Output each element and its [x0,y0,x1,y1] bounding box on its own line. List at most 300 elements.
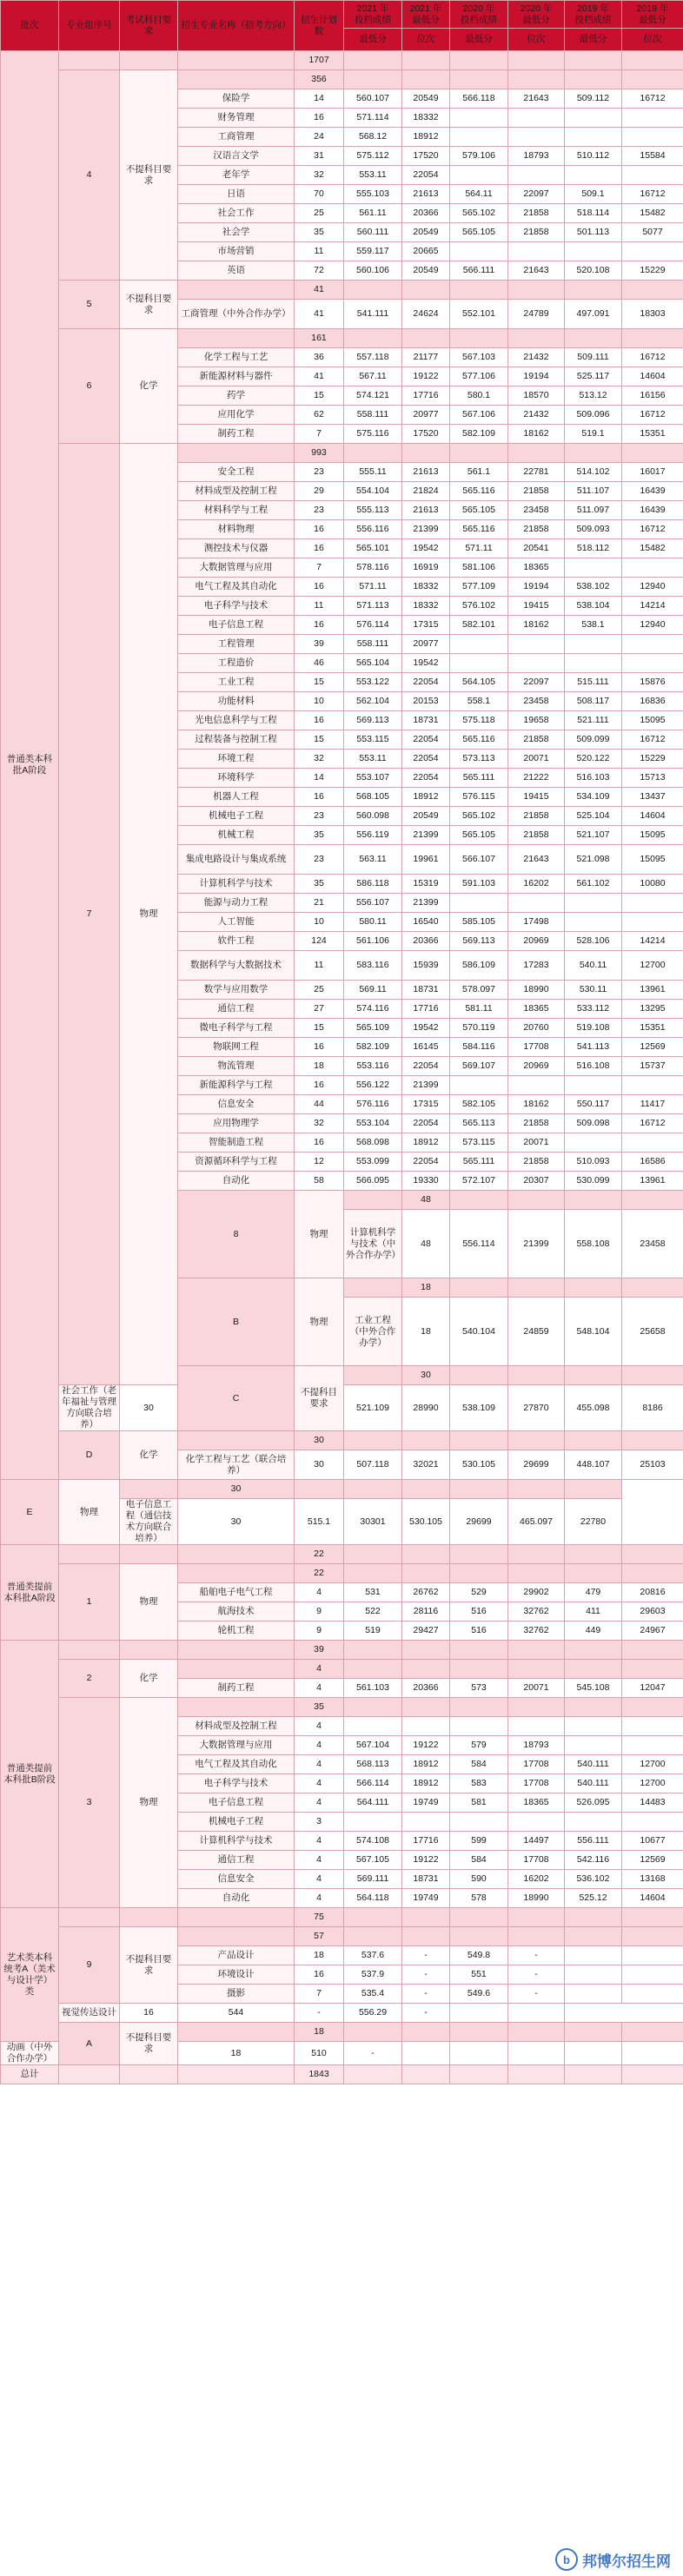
group-cell: 35 [295,1698,344,1717]
major-name-cell: 新能源材料与器件 [178,367,295,386]
value-cell: 32 [295,166,344,185]
value-cell: 17708 [508,1851,565,1870]
table-row [1,1641,683,1660]
group-cell [120,2065,178,2084]
value-cell: 575.112 [344,147,402,166]
group-cell [622,1278,683,1298]
value-cell [622,913,683,932]
value-cell: 567.11 [344,367,402,386]
value-cell: 540.111 [565,1755,622,1774]
value-cell: 124 [295,932,344,951]
value-cell: 538.102 [565,578,622,597]
header-metric: 投档成绩 [461,14,497,25]
major-name-cell: 光电信息科学与工程 [178,711,295,730]
table-row [1,2065,683,2084]
value-cell: 552.101 [450,300,508,329]
group-cell: 30 [402,1366,450,1385]
value-cell: 48 [402,1210,450,1278]
value-cell: 19415 [508,788,565,807]
value-cell: 15229 [622,750,683,769]
value-cell: 17520 [402,425,450,444]
value-cell: 568.12 [344,128,402,147]
value-cell: 566.111 [450,261,508,281]
table-row [1,281,683,300]
major-name-cell: 社会学 [178,223,295,242]
group-cell [565,281,622,300]
major-name-cell: 应用化学 [178,406,295,425]
value-cell: 19122 [402,367,450,386]
value-cell: 20549 [402,261,450,281]
value-cell: 535.4 [344,1985,402,2004]
value-cell: 15 [295,386,344,406]
value-cell: 44 [295,1095,344,1114]
value-cell [565,166,622,185]
value-cell: 32 [295,1114,344,1133]
group-cell [508,1191,565,1210]
major-name-cell: 电气工程及其自动化 [178,578,295,597]
value-cell: 15737 [622,1057,683,1076]
value-cell: 19542 [402,654,450,673]
value-cell: 18162 [508,616,565,635]
value-cell: - [402,2004,450,2023]
major-name-cell: 应用物理学 [178,1114,295,1133]
group-cell [178,2023,295,2042]
group-cell [344,2023,402,2042]
value-cell: 563.11 [344,845,402,875]
value-cell [402,2042,450,2065]
value-cell: 29699 [508,1450,565,1480]
value-cell: 560.111 [344,223,402,242]
value-cell: 16 [295,520,344,539]
group-cell [565,70,622,89]
value-cell: 538.104 [565,597,622,616]
value-cell: 519 [344,1622,402,1641]
value-cell: 497.091 [565,300,622,329]
value-cell: 20071 [508,1679,565,1698]
value-cell: 18793 [508,1736,565,1755]
value-cell: 516.108 [565,1057,622,1076]
group-cell [344,1480,402,1499]
header-row [1,1,683,29]
value-cell: 15713 [622,769,683,788]
value-cell: 24789 [508,300,565,329]
value-cell: 565.102 [450,807,508,826]
value-cell: 584 [450,1851,508,1870]
value-cell: 564.111 [344,1793,402,1813]
value-cell [622,166,683,185]
value-cell: 548.104 [565,1298,622,1366]
value-cell: 534.109 [565,788,622,807]
major-name-cell: 安全工程 [178,463,295,482]
value-cell: 4 [295,1736,344,1755]
header-metric: 最低分 [412,14,440,25]
value-cell: 530.105 [402,1499,450,1545]
value-cell [622,1946,683,1965]
major-name-cell: 物流管理 [178,1057,295,1076]
value-cell: 20816 [622,1583,683,1602]
header-cell [565,1,622,29]
major-name-cell: 船舶电子电气工程 [178,1583,295,1602]
group-cell [178,329,295,348]
value-cell: 553.116 [344,1057,402,1076]
value-cell: 515.1 [295,1499,344,1545]
major-name-cell: 航海技术 [178,1602,295,1622]
value-cell: 16156 [622,386,683,406]
value-cell: 19415 [508,597,565,616]
value-cell [450,894,508,913]
group-cell: 化学 [120,1660,178,1698]
value-cell: 540.111 [565,1774,622,1793]
value-cell [622,109,683,128]
value-cell: 18 [295,1057,344,1076]
group-cell [402,1927,450,1946]
value-cell: 518.112 [565,539,622,558]
major-name-cell: 保险学 [178,89,295,109]
value-cell: 578 [450,1889,508,1908]
value-cell: 15584 [622,147,683,166]
value-cell: 30301 [344,1499,402,1545]
major-name-cell: 智能制造工程 [178,1133,295,1153]
value-cell: 21858 [508,826,565,845]
major-name-cell: 市场营销 [178,242,295,261]
value-cell: 19122 [402,1851,450,1870]
watermark-text: 邦博尔招生网 [582,2553,671,2570]
value-cell: 16202 [508,1870,565,1889]
value-cell: 18912 [402,1755,450,1774]
value-cell: 18990 [508,1889,565,1908]
value-cell: 20665 [402,242,450,261]
watermark [555,2546,671,2573]
subheader-cell: 最低分 [450,29,508,51]
group-cell [565,1480,622,1499]
value-cell: 16712 [622,520,683,539]
value-cell: 574.121 [344,386,402,406]
value-cell: 32762 [508,1602,565,1622]
group-cell [508,1641,565,1660]
value-cell [565,913,622,932]
value-cell: 7 [295,1985,344,2004]
value-cell: 14604 [622,807,683,826]
value-cell: 531 [344,1583,402,1602]
group-cell [59,1545,120,1564]
value-cell: 561.106 [344,932,402,951]
value-cell: 15095 [622,826,683,845]
major-name-cell: 资源循环科学与工程 [178,1153,295,1172]
value-cell: 29699 [450,1499,508,1545]
value-cell: 554.104 [344,482,402,501]
group-cell [178,70,295,89]
value-cell: 4 [295,1870,344,1889]
major-name-cell: 微电子科学与工程 [178,1019,295,1038]
value-cell: 582.109 [450,425,508,444]
group-cell: 物理 [120,1564,178,1641]
value-cell: 18731 [402,1870,450,1889]
value-cell: - [402,1946,450,1965]
value-cell: 23 [295,807,344,826]
value-cell: 24624 [402,300,450,329]
value-cell: 525.104 [565,807,622,826]
value-cell: 411 [565,1602,622,1622]
value-cell: 567.105 [344,1851,402,1870]
value-cell: 558.1 [450,692,508,711]
value-cell: 573 [450,1679,508,1698]
group-cell: A [59,2023,120,2065]
group-cell: 不提科目要求 [120,2023,178,2065]
value-cell: 513.12 [565,386,622,406]
value-cell [508,1717,565,1736]
value-cell: 556.114 [450,1210,508,1278]
value-cell: 569.113 [450,932,508,951]
group-cell [178,1698,295,1717]
value-cell: 15939 [402,951,450,981]
value-cell: - [402,1985,450,2004]
value-cell: 455.098 [565,1385,622,1431]
value-cell: 18912 [402,1133,450,1153]
value-cell: 581.11 [450,1000,508,1019]
value-cell: 20549 [402,89,450,109]
group-cell [344,1431,402,1450]
value-cell: 30 [178,1499,295,1545]
group-cell [178,1431,295,1450]
value-cell: 565.116 [450,520,508,539]
value-cell: 526.095 [565,1793,622,1813]
major-name-cell: 材料成型及控制工程 [178,1717,295,1736]
table-row [1,1480,683,1499]
group-cell [622,2023,683,2042]
value-cell: 538.1 [565,616,622,635]
group-cell [508,70,565,89]
value-cell: 70 [295,185,344,204]
value-cell: 20977 [402,635,450,654]
value-cell: 4 [295,1755,344,1774]
value-cell: 568.113 [344,1755,402,1774]
value-cell: 570.119 [450,1019,508,1038]
group-cell: 75 [295,1908,344,1927]
group-cell [565,2023,622,2042]
value-cell: 591.103 [450,875,508,894]
group-cell [450,1641,508,1660]
major-name-cell: 机械工程 [178,826,295,845]
value-cell: 12569 [622,1038,683,1057]
value-cell: 525.117 [565,367,622,386]
value-cell: 20541 [508,539,565,558]
value-cell: 15 [295,1019,344,1038]
group-cell: 4 [59,70,120,281]
value-cell: 25 [295,204,344,223]
value-cell: 26762 [402,1583,450,1602]
group-cell [450,70,508,89]
value-cell: 578.116 [344,558,402,578]
value-cell: 530.11 [565,981,622,1000]
group-cell [450,2023,508,2042]
subheader-cell: 位次 [622,29,683,51]
group-cell [402,70,450,89]
value-cell: 21399 [402,894,450,913]
value-cell [508,128,565,147]
group-cell: 30 [295,1431,344,1450]
value-cell: 558.108 [565,1210,622,1278]
value-cell: 566.118 [450,89,508,109]
value-cell: 567.104 [344,1736,402,1755]
value-cell: 571.11 [344,578,402,597]
value-cell: 16 [295,109,344,128]
value-cell: 18365 [508,558,565,578]
value-cell: 10 [295,913,344,932]
major-name-cell: 自动化 [178,1172,295,1191]
value-cell [622,1736,683,1755]
value-cell: 533.112 [565,1000,622,1019]
value-cell: 18162 [508,425,565,444]
subheader-cell: 位次 [402,29,450,51]
value-cell: 7 [295,425,344,444]
group-cell [344,1927,402,1946]
group-cell [402,1480,450,1499]
value-cell: 577.109 [450,578,508,597]
value-cell: 571.113 [344,597,402,616]
major-name-cell: 工商管理（中外合作办学） [178,300,295,329]
group-cell: 艺术类本科统考A（美术与设计学）类 [1,1908,59,2042]
watermark-logo-icon: b [555,2548,578,2571]
group-cell: 39 [295,1641,344,1660]
group-cell [565,1278,622,1298]
major-name-cell: 电子信息工程 [178,616,295,635]
subheader-cell: 最低分 [565,29,622,51]
value-cell [402,1813,450,1832]
subheader-cell: 最低分 [344,29,402,51]
header-cell [622,1,683,29]
group-cell [622,51,683,70]
group-cell [450,281,508,300]
group-cell: 3 [59,1698,120,1908]
value-cell: 581.106 [450,558,508,578]
value-cell: 545.108 [565,1679,622,1698]
value-cell: 16017 [622,463,683,482]
major-name-cell: 材料物理 [178,520,295,539]
value-cell: 18162 [508,1095,565,1114]
group-cell [59,1908,120,1927]
value-cell: 18 [178,2042,295,2065]
group-cell: 物理 [295,1278,344,1366]
value-cell: 18912 [402,128,450,147]
group-cell [508,2023,565,2042]
group-cell: 不提科目要求 [120,281,178,329]
value-cell [450,2042,508,2065]
group-cell [508,1545,565,1564]
value-cell: 14604 [622,367,683,386]
group-cell [508,2065,565,2084]
value-cell: 22054 [402,1057,450,1076]
group-cell [344,51,402,70]
value-cell: 566.095 [344,1172,402,1191]
group-cell: 1707 [295,51,344,70]
value-cell [450,2004,508,2023]
group-cell [402,1641,450,1660]
value-cell: 573.115 [450,1133,508,1153]
table-row [1,1660,683,1679]
value-cell: 11417 [622,1095,683,1114]
group-cell: 8 [178,1191,295,1278]
value-cell: 561.102 [565,875,622,894]
group-cell [622,1660,683,1679]
value-cell: 30 [295,1450,344,1480]
group-cell [178,1641,295,1660]
value-cell: 560.107 [344,89,402,109]
group-cell [344,1660,402,1679]
value-cell: 19194 [508,367,565,386]
group-cell: 356 [295,70,344,89]
header-metric: 最低分 [639,14,666,25]
table-row [1,1545,683,1564]
group-cell [622,1927,683,1946]
group-cell [178,1660,295,1679]
value-cell: 511.107 [565,482,622,501]
value-cell: 24967 [622,1622,683,1641]
value-cell: 540.11 [565,951,622,981]
major-name-cell: 新能源科学与工程 [178,1076,295,1095]
value-cell: 509.1 [565,185,622,204]
value-cell: 21824 [402,482,450,501]
value-cell: 510.093 [565,1153,622,1172]
group-cell [178,51,295,70]
value-cell: 41 [295,300,344,329]
value-cell [508,654,565,673]
value-cell: 577.106 [450,367,508,386]
value-cell: 18332 [402,578,450,597]
value-cell: 21858 [508,223,565,242]
value-cell: 560.098 [344,807,402,826]
value-cell: 21 [295,894,344,913]
value-cell: 19330 [402,1172,450,1191]
value-cell: 581 [450,1793,508,1813]
value-cell [565,1133,622,1153]
header-year: 2019 年 [636,3,669,14]
value-cell: 22054 [402,769,450,788]
major-name-cell: 环境科学 [178,769,295,788]
major-name-cell: 物联网工程 [178,1038,295,1057]
major-name-cell: 电子科学与技术 [178,1774,295,1793]
value-cell: 19542 [402,1019,450,1038]
major-name-cell: 通信工程 [178,1000,295,1019]
value-cell: 15351 [622,425,683,444]
group-cell: 普通类本科批A阶段 [1,51,59,1480]
value-cell: 599 [450,1832,508,1851]
value-cell: 509.096 [565,406,622,425]
value-cell: 35 [295,875,344,894]
value-cell [344,1813,402,1832]
value-cell [450,128,508,147]
value-cell: 522 [344,1602,402,1622]
major-name-cell: 社会工作（老年福祉与管理方向联合培养） [59,1385,120,1431]
value-cell: 590 [450,1870,508,1889]
value-cell: 518.114 [565,204,622,223]
value-cell: 21643 [508,89,565,109]
major-name-cell: 药学 [178,386,295,406]
value-cell [622,1985,683,2004]
value-cell [565,558,622,578]
value-cell: 521.109 [344,1385,402,1431]
value-cell: 553.115 [344,730,402,750]
value-cell: 553.11 [344,750,402,769]
group-cell [565,1927,622,1946]
value-cell: 575.116 [344,425,402,444]
value-cell: 18990 [508,981,565,1000]
group-cell [450,1908,508,1927]
value-cell [565,1985,622,2004]
group-cell [59,51,120,70]
value-cell: 30 [120,1385,178,1431]
value-cell: 509.098 [565,1114,622,1133]
group-cell [178,444,295,463]
